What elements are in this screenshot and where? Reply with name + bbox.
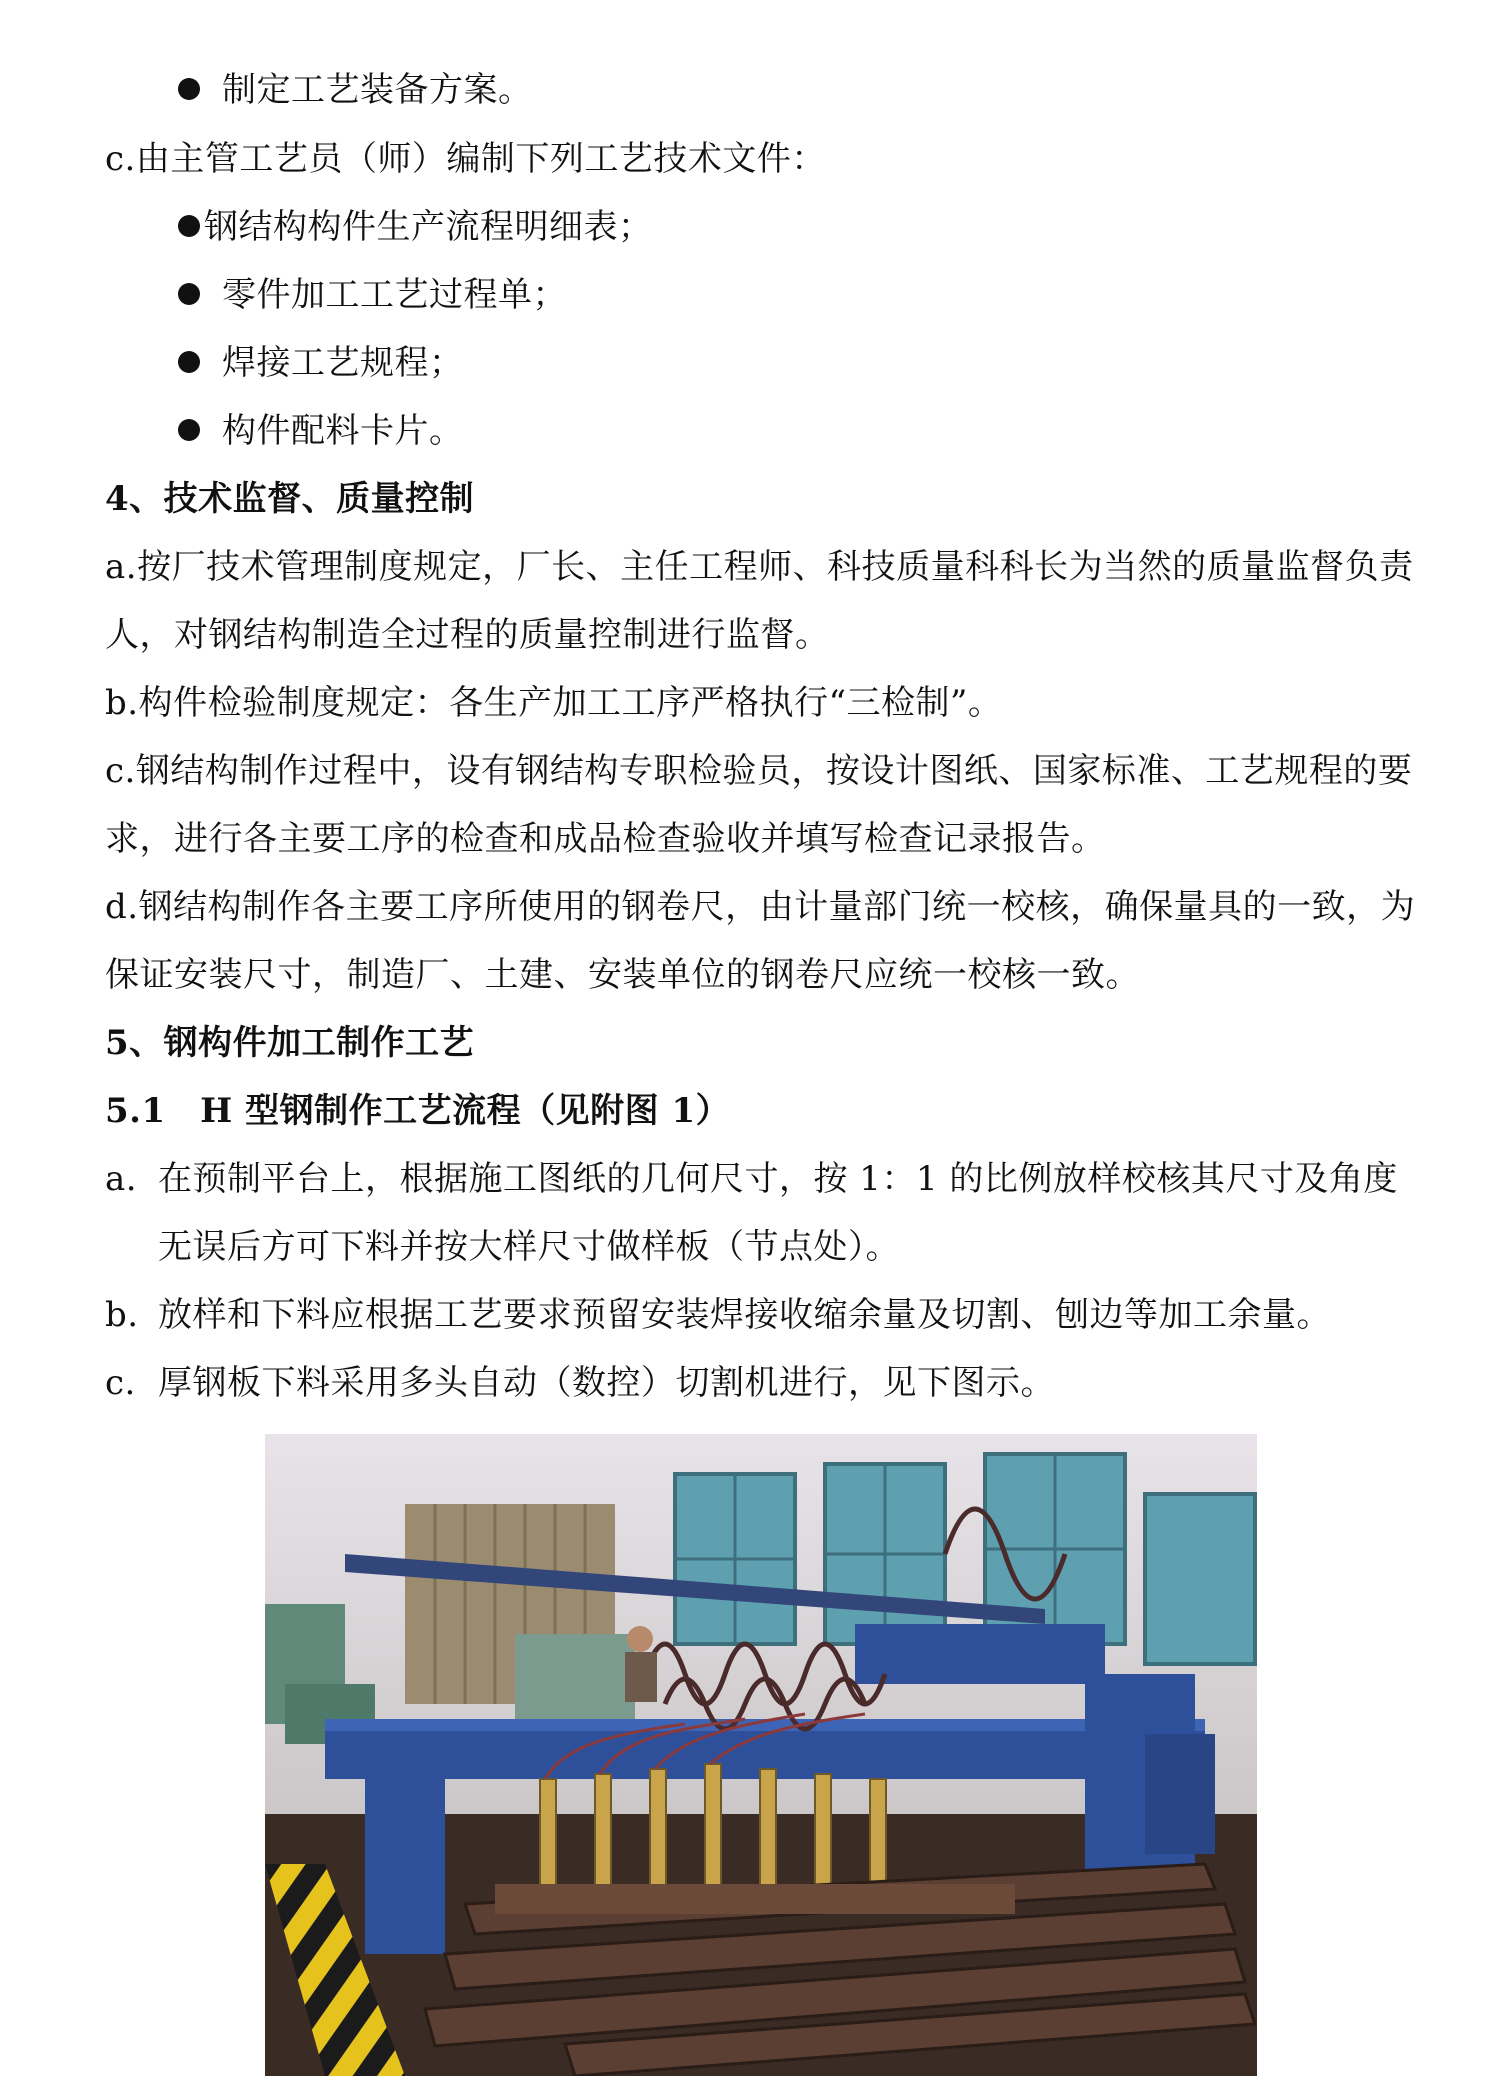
list-label: c. bbox=[105, 1363, 136, 1403]
paragraph: 保证安装尺寸，制造厂、土建、安装单位的钢卷尺应统一校核一致。 bbox=[105, 955, 1140, 995]
subsection-heading: 5.1 H 型钢制作工艺流程（见附图 1） bbox=[105, 1091, 731, 1131]
paragraph: d.钢结构制作各主要工序所使用的钢卷尺，由计量部门统一校核，确保量具的一致，为 bbox=[105, 887, 1416, 927]
paragraph: 厚钢板下料采用多头自动（数控）切割机进行，见下图示。 bbox=[158, 1363, 1055, 1403]
list-label: a. bbox=[105, 1159, 138, 1199]
paragraph: c.由主管工艺员（师）编制下列工艺技术文件： bbox=[105, 139, 826, 179]
paragraph: 无误后方可下料并按大样尺寸做样板（节点处）。 bbox=[158, 1227, 900, 1267]
paragraph: 人，对钢结构制造全过程的质量控制进行监督。 bbox=[105, 615, 830, 655]
bullet-item bbox=[178, 205, 653, 249]
list-label: b. bbox=[105, 1295, 139, 1335]
bullet-item bbox=[178, 341, 464, 385]
bullet-icon bbox=[178, 78, 200, 100]
paragraph: 在预制平台上，根据施工图纸的几何尺寸，按 1：1 的比例放样校核其尺寸及角度 bbox=[158, 1159, 1398, 1199]
bullet-item bbox=[178, 68, 533, 112]
paragraph: a.按厂技术管理制度规定，厂长、主任工程师、科技质量科科长为当然的质量监督负责 bbox=[105, 547, 1414, 587]
bullet-item bbox=[178, 273, 567, 317]
cutting-machine-photo bbox=[265, 1434, 1257, 2076]
section-heading: 5、钢构件加工制作工艺 bbox=[105, 1023, 475, 1063]
bullet-icon bbox=[178, 283, 200, 305]
bullet-text: 零件加工工艺过程单； bbox=[222, 275, 567, 315]
bullet-item bbox=[178, 409, 464, 453]
section-heading: 4、技术监督、质量控制 bbox=[105, 479, 475, 519]
bullet-text: 钢结构构件生产流程明细表； bbox=[204, 207, 653, 247]
bullet-icon bbox=[178, 351, 200, 373]
paragraph: c.钢结构制作过程中，设有钢结构专职检验员，按设计图纸、国家标准、工艺规程的要 bbox=[105, 751, 1413, 791]
paragraph: b.构件检验制度规定：各生产加工工序严格执行“三检制”。 bbox=[105, 683, 1003, 723]
bullet-text: 构件配料卡片。 bbox=[222, 411, 464, 451]
paragraph: 求，进行各主要工序的检查和成品检查验收并填写检查记录报告。 bbox=[105, 819, 1106, 859]
paragraph: 放样和下料应根据工艺要求预留安装焊接收缩余量及切割、刨边等加工余量。 bbox=[158, 1295, 1331, 1335]
bullet-icon bbox=[178, 419, 200, 441]
bullet-icon bbox=[178, 215, 200, 237]
bullet-text: 制定工艺装备方案。 bbox=[222, 70, 533, 110]
bullet-text: 焊接工艺规程； bbox=[222, 343, 464, 383]
